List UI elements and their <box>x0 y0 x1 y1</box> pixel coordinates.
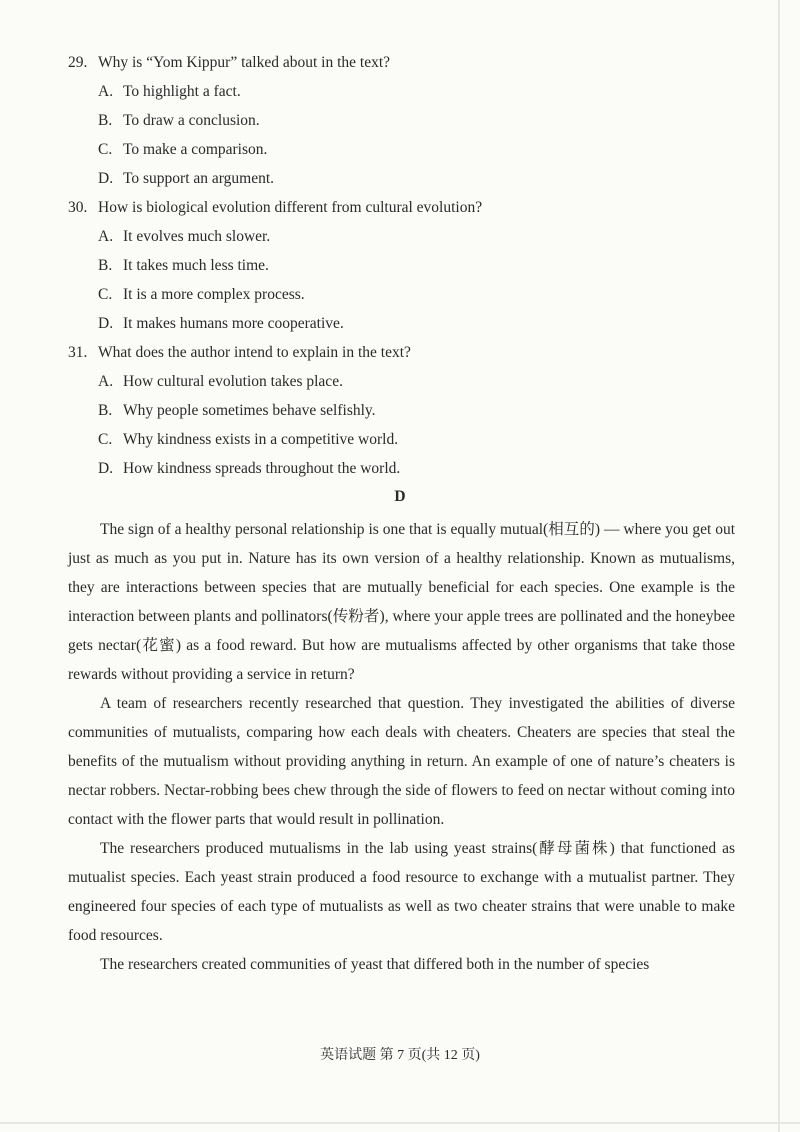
option-letter: B. <box>98 112 113 129</box>
option-letter: A. <box>98 373 114 390</box>
question-text: What does the author intend to explain in the text? <box>98 344 411 361</box>
option-30d <box>98 314 344 334</box>
option-text: It evolves much slower. <box>123 228 271 245</box>
scan-edge-right <box>778 0 780 1132</box>
option-letter: B. <box>98 257 113 274</box>
option-30a <box>98 227 270 247</box>
option-letter: D. <box>98 460 114 477</box>
option-text: To support an argument. <box>123 170 275 187</box>
option-text: How cultural evolution takes place. <box>123 373 343 390</box>
passage-paragraph-3: The researchers produced mutualisms in the lab using yeast strains(酵母菌株) that functioned as mutualist species. Each yeast strain produced a food resource to exchange with a mutualist partner. They engineered four species of each type of mutualists as well as two cheater strains that were unable to make food resources. <box>68 840 735 944</box>
passage-paragraph-2: A team of researchers recently researched that question. They investigated the abilities of diverse communities of mutualists, comparing how each deals with cheaters. Cheaters are species that steal the benefits of the mutualism without providing anything in return. An example of one of nature’s cheaters is nectar robbers. Nectar-robbing bees chew through the side of flowers to feed on nectar without coming into contact with the flower parts that would result in pollination. <box>68 695 735 828</box>
option-letter: B. <box>98 402 113 419</box>
option-letter: C. <box>98 286 113 303</box>
question-text: Why is “Yom Kippur” talked about in the text? <box>98 54 391 71</box>
option-text: It is a more complex process. <box>123 286 305 303</box>
option-text: Why kindness exists in a competitive world. <box>123 431 399 448</box>
option-letter: A. <box>98 228 114 245</box>
page-footer: 英语试题 第 7 页(共 12 页) <box>320 1048 480 1063</box>
option-text: It makes humans more cooperative. <box>123 315 344 332</box>
option-31a <box>98 372 343 392</box>
passage-paragraph-4: The researchers created communities of yeast that differed both in the number of species <box>100 956 650 973</box>
option-30c <box>98 285 305 305</box>
option-29c <box>98 140 267 160</box>
option-text: How kindness spreads throughout the world. <box>123 460 401 477</box>
option-29b <box>98 111 260 131</box>
scan-edge-bottom <box>0 1122 800 1124</box>
reading-passage <box>68 515 735 979</box>
option-letter: C. <box>98 431 113 448</box>
question-number: 30. <box>68 199 88 216</box>
option-text: Why people sometimes behave selfishly. <box>123 402 376 419</box>
question-29-stem <box>68 53 390 73</box>
option-30b <box>98 256 269 276</box>
option-31c <box>98 430 398 450</box>
question-number: 29. <box>68 54 88 71</box>
option-letter: D. <box>98 170 114 187</box>
question-text: How is biological evolution different from cultural evolution? <box>98 199 483 216</box>
question-31-stem <box>68 343 411 363</box>
question-number: 31. <box>68 344 88 361</box>
option-29a <box>98 82 241 102</box>
option-text: To highlight a fact. <box>123 83 241 100</box>
option-text: It takes much less time. <box>123 257 269 274</box>
passage-paragraph-1: The sign of a healthy personal relationship is one that is equally mutual(相互的) — where you get out just as much as you put in. Nature has its own version of a healthy relationship. Known as mutualisms, they are interactions between species that are mutually beneficial for each species. One example is the interaction between plants and pollinators(传粉者), where your apple trees are pollinated and the honeybee gets nectar(花蜜) as a food reward. But how are mutualisms affected by other organisms that take those rewards without providing a service in return? <box>68 521 735 683</box>
option-31b <box>98 401 376 421</box>
option-29d <box>98 169 274 189</box>
option-31d <box>98 459 400 479</box>
question-30-stem <box>68 198 482 218</box>
option-text: To draw a conclusion. <box>123 112 260 129</box>
option-letter: C. <box>98 141 113 158</box>
option-letter: D. <box>98 315 114 332</box>
option-letter: A. <box>98 83 114 100</box>
section-heading: D <box>394 488 406 505</box>
option-text: To make a comparison. <box>123 141 268 158</box>
